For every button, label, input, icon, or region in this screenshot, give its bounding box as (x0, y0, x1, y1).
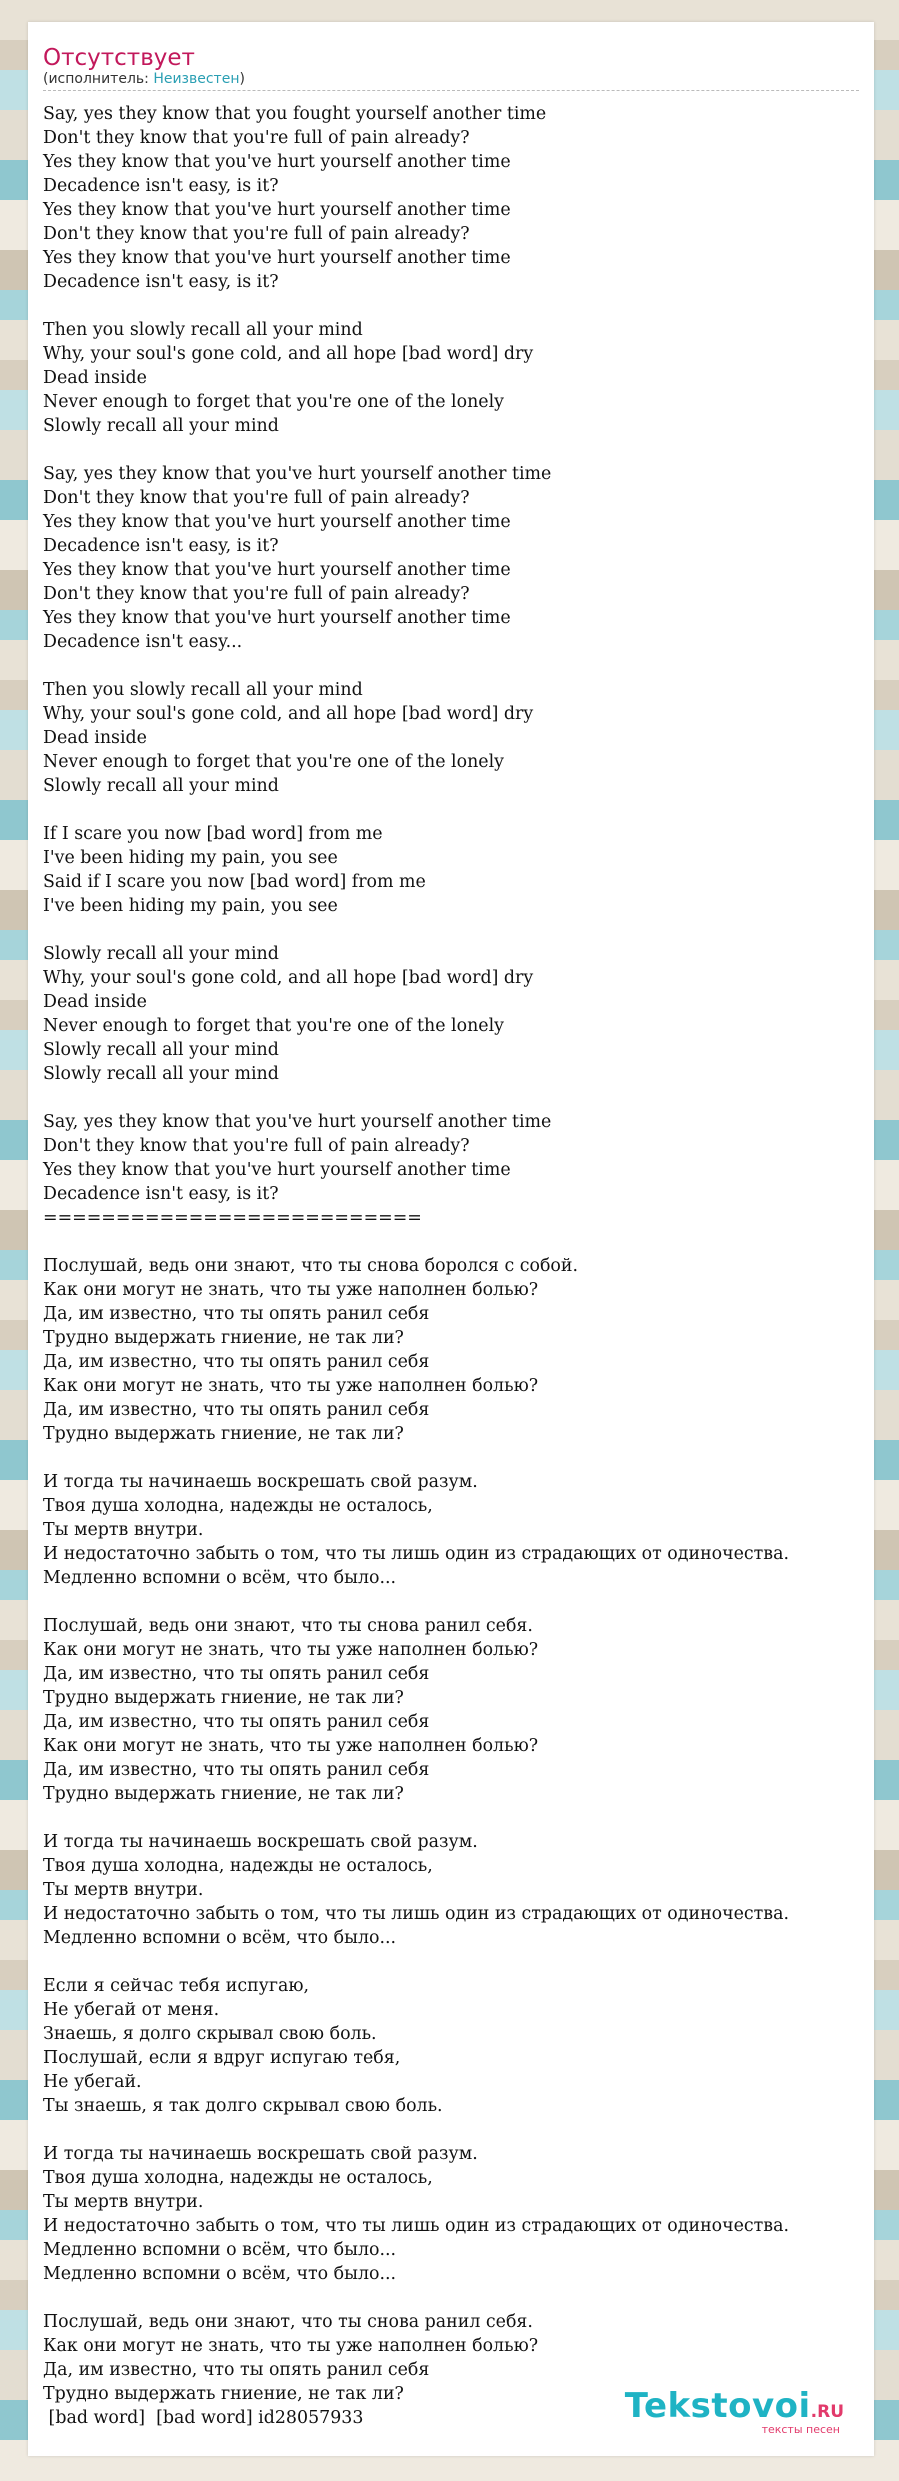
logo-suffix: .RU (810, 2402, 844, 2422)
logo-name: Tekstovoi (624, 2386, 811, 2426)
logo-tagline: тексты песен (761, 2423, 840, 2436)
song-title: Отсутствует (43, 45, 195, 71)
artist-suffix: ) (239, 71, 245, 87)
artist-line (43, 70, 245, 88)
title-divider (43, 90, 859, 91)
lyrics-text: Say, yes they know that you fought yourself another time Don't they know that you're full of pain already? Yes they know that you've hurt yourself another time Decadence isn't easy, is it? Yes they know that you've hurt yourself another time Don't they know that you're full of pain already? Yes they know that you've hurt yourself another time Decadence isn't easy, is it? Then you slowly recall all your mind Why, your soul's gone cold, and all hope [bad word] dry Dead inside Never enough to forget that you're one of the lonely Slowly recall all your mind Say, yes they know that you've hurt yourself another time Don't they know that you're full of pain already? Yes they know that you've hurt yourself another time Decadence isn't easy, is it? Yes they know that you've hurt yourself another time Don't they know that you're full of pain already? Yes they know that you've hurt yourself another time Decadence isn't easy... Then you slowly recall all your mind Why, your soul's gone cold, and all hope [bad word] dry Dead inside Never enough to forget that you're one of the lonely Slowly recall all your mind If I scare you now [bad word] from me I've been hiding my pain, you see Said if I scare you now [bad word] from me I've been hiding my pain, you see Slowly recall all your mind Why, your soul's gone cold, and all hope [bad word] dry Dead inside Never enough to forget that you're one of the lonely Slowly recall all your mind Slowly recall all your mind Say, yes they know that you've hurt yourself another time Don't they know that you're full of pain already? Yes they know that you've hurt yourself another time Decadence isn't easy, is it? ========================== Послушай, ведь они знают, что ты снова боролся с собой. Как они могут не знать, что ты уже наполнен болью? Да, им известно, что ты опять ранил себя Трудно выдержать гниение, не так ли? Да, им известно, что ты опять ранил себя Как они могут не знать, что ты уже наполнен болью? Да, им известно, что ты опять ранил себя Трудно выдержать гниение, не так ли? И тогда ты начинаешь воскрешать свой разум. Твоя душа холодна, надежды не осталось, Ты мертв внутри. И недостаточно забыть о том, что ты лишь один из страдающих от одиночества. Медленно вспомни о всём, что было... Послушай, ведь они знают, что ты снова ранил себя. Как они могут не знать, что ты уже наполнен болью? Да, им известно, что ты опять ранил себя Трудно выдержать гниение, не так ли? Да, им известно, что ты опять ранил себя Как они могут не знать, что ты уже наполнен болью? Да, им известно, что ты опять ранил себя Трудно выдержать гниение, не так ли? И тогда ты начинаешь воскрешать свой разум. Твоя душа холодна, надежды не осталось, Ты мертв внутри. И недостаточно забыть о том, что ты лишь один из страдающих от одиночества. Медленно вспомни о всём, что было... Если я сейчас тебя испугаю, Не убегай от меня. Знаешь, я долго скрывал свою боль. Послушай, если я вдруг испугаю тебя, Не убегай. Ты знаешь, я так долго скрывал свою боль. И тогда ты начинаешь воскрешать свой разум. Твоя душа холодна, надежды не осталось, Ты мертв внутри. И недостаточно забыть о том, что ты лишь один из страдающих от одиночества. Медленно вспомни о всём, что было... Медленно вспомни о всём, что было... Послушай, ведь они знают, что ты снова ранил себя. Как они могут не знать, что ты уже наполнен болью? Да, им известно, что ты опять ранил себя Трудно выдержать гниение, не так ли? [bad word] [bad word] id28057933 (43, 104, 789, 2428)
lyrics-card (28, 22, 874, 2456)
artist-prefix: (исполнитель: (43, 71, 154, 87)
site-logo[interactable] (625, 2388, 844, 2436)
artist-link[interactable]: Неизвестен (153, 71, 240, 87)
